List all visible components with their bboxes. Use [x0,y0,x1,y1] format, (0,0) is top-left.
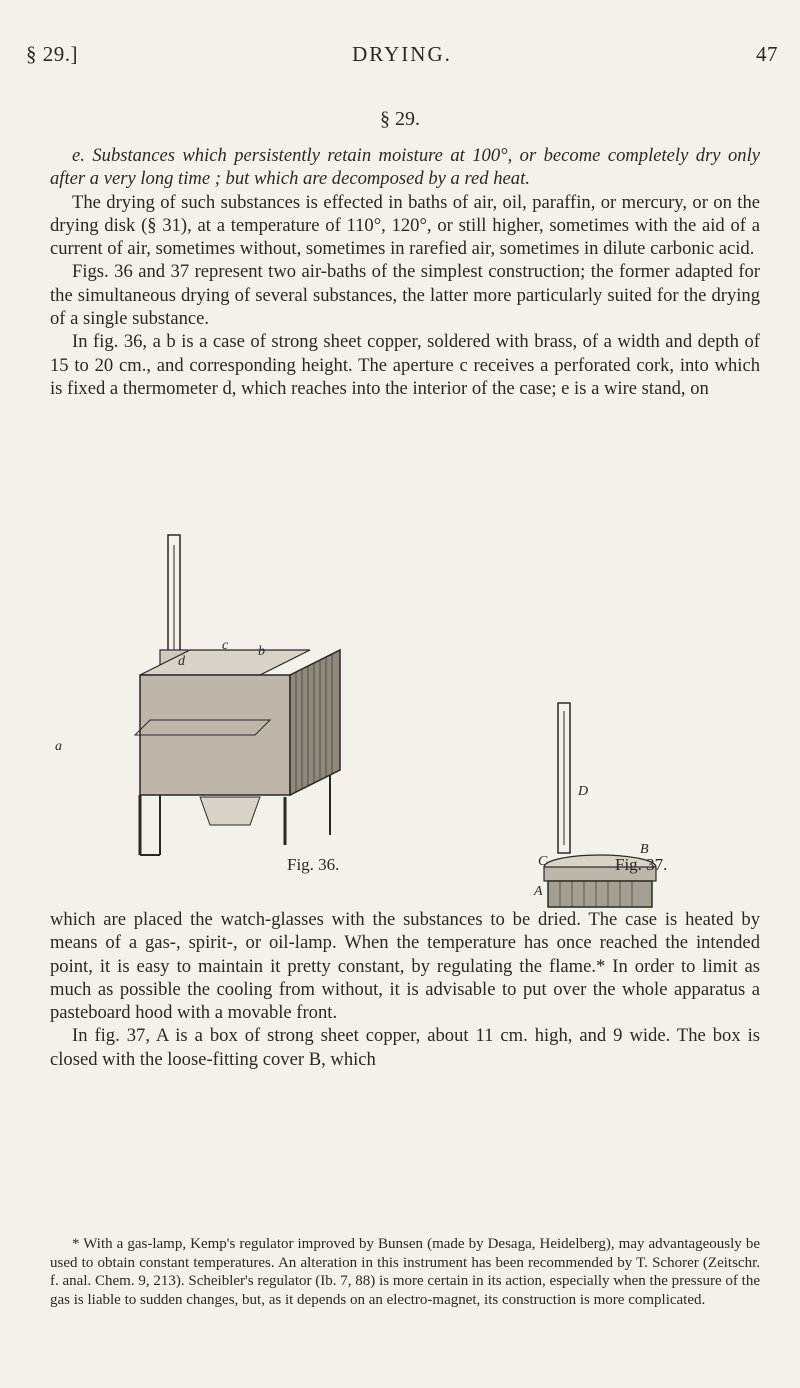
fig36-caption: Fig. 36. [287,855,340,874]
fig36-label-a: a [55,739,62,754]
fig37-label-D: D [578,784,589,799]
footnote [50,1235,760,1309]
paragraph: Figs. 36 and 37 represent two air-baths of the simplest construction; the former adapted for the simultaneous drying of several substances, the latter more particularly suited for the drying of a single substance. [50,261,760,330]
paragraph: In fig. 36, a b is a case of strong sheet copper, soldered with brass, of a width and depth of 15 to 20 cm., and corresponding height. The aperture c receives a perforated cork, into which is fixed a thermometer d, which reaches into the interior of the case; e is a wire stand, on [50,331,760,399]
fig36-label-c: c [222,638,229,653]
body-text-top [50,144,760,400]
fig37-caption: Fig. 37. [615,855,668,874]
fig37-label-A: A [534,884,543,899]
fig36-label-d: d [178,654,185,669]
section-heading: § 29. [380,108,420,130]
paragraph: which are placed the watch-glasses with the substances to be dried. The case is heated by means of a gas-, spirit-, or oil-lamp. When the temperature has once reached the intended point, it is easy to maintain it pretty constant, by regulating the flame.* In order to limit as much as possible the cooling from without, it is advisable to put over the whole apparatus a pasteboard hood with a movable front. [50,909,760,1024]
page-number: 47 [756,42,778,66]
body-text-bottom [50,908,760,1071]
fig37-label-B: B [640,842,649,857]
running-head-title: DRYING. [352,42,452,66]
paragraph: The drying of such substances is effected in baths of air, oil, paraffin, or mercury, or on the drying disk (§ 31), at a temperature of 110°, 120°, or still higher, sometimes with the aid of a current of air, sometimes without, sometimes in rarefied air, sometimes in dilute carbonic acid. [50,191,760,260]
running-head-section: § 29.] [26,42,78,66]
footnote-text: * With a gas-lamp, Kemp's regulator improved by Bunsen (made by Desaga, Heidelberg), may advantageously be used to obtain constant temperatures. An alteration in this instrument has been recommended by T. Schorer (Zeitschr. f. anal. Chem. 9, 213). Scheibler's regulator (Ib. 7, 88) is more certain in its action, especially when the pressure of the gas is liable to sudden changes, but, as it depends on an electro-magnet, its construction is more complicated. [50,1236,760,1308]
fig37-label-C: C [538,854,548,869]
fig36-air-bath [135,535,340,855]
paragraph: In fig. 37, A is a box of strong sheet copper, about 11 cm. high, and 9 wide. The box is closed with the loose-fitting cover B, which [50,1025,760,1070]
running-head [26,42,778,72]
subsection-title: Substances which persistently retain moisture at 100°, or become completely dry only after a very long time ; but which are decomposed by a red heat. [50,145,760,190]
fig37-air-bath [544,703,656,907]
fig36-label-b: b [258,644,265,659]
subsection-letter: e. [72,145,85,166]
subsection-heading [50,144,760,191]
figures-illustration [55,535,720,907]
